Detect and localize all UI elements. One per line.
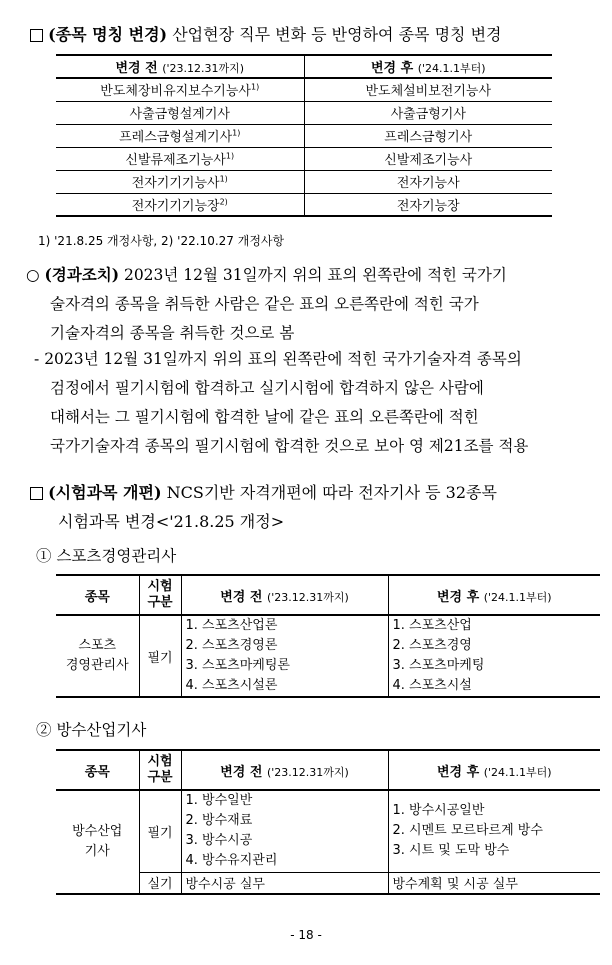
sport-management-table [56, 574, 600, 698]
before-subjects [181, 615, 388, 697]
section2-heading [30, 478, 497, 536]
col-before-header: 변경 전 ('23.12.31까지) [56, 55, 304, 78]
subject-item: 2. 방수재료 [185, 813, 253, 829]
subject-item: 2. 스포츠경영 [392, 638, 472, 653]
subject-item: 3. 방수시공 [185, 833, 253, 849]
section2-title-bold: (시험과목 개편) [48, 483, 162, 502]
table-row [56, 147, 552, 170]
item-cell: 방수산업 기사 [56, 790, 139, 894]
exam-written-cell: 필기 [139, 790, 181, 872]
subject-item: 3. 스포츠마케팅 [392, 658, 485, 673]
before-name-cell: 반도체장비유지보수기능사$^{1)}$ [56, 78, 304, 101]
after-written-subjects [388, 790, 600, 872]
checkbox-square-icon [30, 487, 43, 500]
col-before: 변경 전 ('23.12.31까지) [181, 750, 388, 790]
col-item: 종목 [56, 575, 139, 615]
section2-title-rest: NCS기반 자격개편에 따라 전자기사 등 32종목 [161, 483, 497, 502]
section1-title-rest: 산업현장 직무 변화 등 반영하여 종목 명칭 변경 [167, 25, 502, 44]
table-row [56, 101, 552, 124]
section1-heading [30, 22, 501, 45]
name-change-table [56, 54, 552, 217]
exam-cell: 필기 [139, 615, 181, 697]
col-item: 종목 [56, 750, 139, 790]
before-practical-subject: 방수시공 실무 [181, 872, 388, 894]
subject-item: 3. 스포츠마케팅론 [185, 658, 290, 673]
subject-item: 4. 스포츠시설론 [185, 678, 278, 693]
detail-line1: 2023년 12월 31일까지 위의 표의 왼쪽란에 적힌 국가기술자격 종목의 [44, 350, 522, 368]
before-name-cell: 사출금형설계기사 [56, 101, 304, 124]
before-name-cell: 신발류제조기능사$^{1)}$ [56, 147, 304, 170]
sub2-title: 방수산업기사 [56, 721, 147, 739]
transition-line2: 술자격의 종목을 취득한 사람은 같은 표의 오른쪽란에 적힌 국가 [50, 295, 479, 313]
circle-bullet-icon: ○ [26, 266, 40, 284]
detail-line2: 검정에서 필기시험에 합격하고 실기시험에 합격하지 않은 사람에 [50, 379, 484, 397]
subject-item: 2. 시멘트 모르타르계 방수 [392, 823, 543, 839]
detail-line3: 대해서는 그 필기시험에 합격한 날에 같은 표의 오른쪽란에 적힌 [50, 408, 479, 426]
section1-title-bold: (종목 명칭 변경) [48, 25, 168, 44]
after-subjects [388, 615, 600, 697]
subject-item: 1. 스포츠산업 [392, 618, 472, 633]
col-after: 변경 후 ('24.1.1부터) [388, 750, 600, 790]
col-after-header: 변경 후 ('24.1.1부터) [304, 55, 552, 78]
after-name-cell: 반도체설비보전기능사 [304, 78, 552, 101]
col-exam: 시험 구분 [139, 575, 181, 615]
transition-line3: 기술자격의 종목을 취득한 것으로 봄 [50, 324, 295, 342]
subject-item: 1. 방수시공일반 [392, 803, 485, 819]
after-name-cell: 신발제조기능사 [304, 147, 552, 170]
after-name-cell: 프레스금형기사 [304, 124, 552, 147]
before-name-cell: 전자기기기능사$^{1)}$ [56, 170, 304, 193]
subject-item: 4. 방수유지관리 [185, 853, 278, 869]
circled-number-2: ② [36, 721, 52, 739]
subject-item: 1. 스포츠산업론 [185, 618, 278, 633]
sub1-heading [36, 544, 176, 566]
transition-paragraph [26, 260, 507, 348]
exam-practical-cell: 실기 [139, 872, 181, 894]
subject-item: 1. 방수일반 [185, 793, 253, 809]
subject-item: 2. 스포츠경영론 [185, 638, 278, 653]
waterproof-table [56, 749, 600, 895]
table-row [56, 193, 552, 216]
sub1-title: 스포츠경영관리사 [56, 547, 177, 565]
table-row [56, 78, 552, 101]
footnote: 1) '21.8.25 개정사항, 2) '22.10.27 개정사항 [38, 234, 285, 248]
transition-label: (경과조치) [44, 265, 120, 284]
transition-detail [34, 345, 528, 461]
before-name-cell: 프레스금형설계기사$^{1)}$ [56, 124, 304, 147]
item-cell: 스포츠 경영관리사 [56, 615, 139, 697]
checkbox-square-icon [30, 29, 43, 42]
section2-title-line2: 시험과목 변경<'21.8.25 개정> [58, 512, 285, 531]
subject-item: 4. 스포츠시설 [392, 678, 472, 693]
before-written-subjects [181, 790, 388, 872]
page-number: - 18 - [290, 928, 322, 942]
detail-line4: 국가기술자격 종목의 필기시험에 합격한 것으로 보아 영 제21조를 적용 [50, 437, 529, 455]
subject-item: 3. 시트 및 도막 방수 [392, 843, 510, 859]
col-before: 변경 전 ('23.12.31까지) [181, 575, 388, 615]
after-name-cell: 전자기능장 [304, 193, 552, 216]
circled-number-1: ① [36, 547, 52, 565]
after-practical-subject: 방수계획 및 시공 실무 [388, 872, 600, 894]
before-name-cell: 전자기기기능장$^{2)}$ [56, 193, 304, 216]
table-row [56, 124, 552, 147]
table-row [56, 170, 552, 193]
col-after: 변경 후 ('24.1.1부터) [388, 575, 600, 615]
sub2-heading [36, 718, 146, 740]
transition-line1: 2023년 12월 31일까지 위의 표의 왼쪽란에 적힌 국가기 [119, 266, 507, 284]
after-name-cell: 전자기능사 [304, 170, 552, 193]
dash-bullet: - [34, 350, 40, 368]
col-exam: 시험 구분 [139, 750, 181, 790]
after-name-cell: 사출금형기사 [304, 101, 552, 124]
